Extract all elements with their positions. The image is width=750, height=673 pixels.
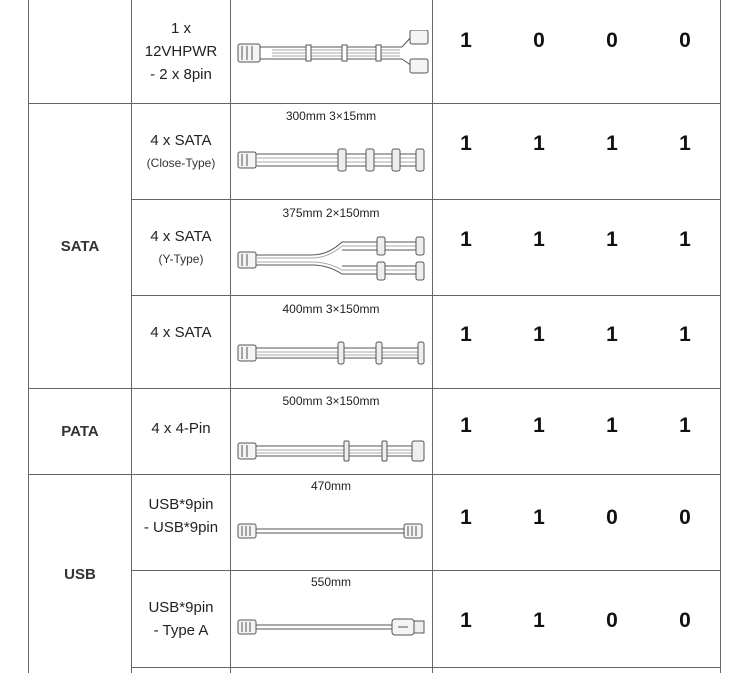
- count-value: 0: [679, 506, 691, 529]
- count-value: 1: [460, 506, 472, 529]
- usb-9pin-to-type-a-cable-icon: [232, 614, 430, 640]
- type-line: 4 x SATA: [150, 131, 212, 149]
- type-cell: [132, 296, 230, 368]
- type-line: 4 x SATA: [150, 323, 212, 341]
- count-value: 1: [606, 132, 618, 155]
- count-value: 0: [606, 609, 618, 632]
- type-line: 1 x: [170, 20, 191, 37]
- count-value: 1: [460, 609, 472, 632]
- type-cell: [132, 571, 230, 667]
- type-line: 12VHPWR: [144, 43, 218, 60]
- count-value: 1: [679, 323, 691, 346]
- count-value: 1: [606, 228, 618, 251]
- cable-length-label: 500mm 3×150mm: [282, 394, 380, 408]
- group-label-usb: USB: [64, 565, 96, 583]
- type-line: USB*9pin: [148, 496, 214, 513]
- type-line: 4 x 4-Pin: [151, 419, 211, 437]
- type-subline: (Y-Type): [158, 251, 204, 266]
- grid-line: [131, 667, 721, 668]
- count-value: 0: [533, 29, 545, 52]
- grid-line: [720, 0, 721, 673]
- cable-length-label: 400mm 3×150mm: [282, 302, 380, 316]
- grid-line: [230, 0, 231, 673]
- count-value: 1: [679, 132, 691, 155]
- pata-4pin-cable-icon: [232, 436, 430, 466]
- count-value: 1: [533, 323, 545, 346]
- group-label-sata: SATA: [60, 237, 100, 255]
- type-line: 4 x SATA: [150, 227, 212, 245]
- count-value: 1: [606, 323, 618, 346]
- sata-cable-icon: [232, 338, 430, 368]
- count-value: 1: [460, 228, 472, 251]
- count-value: 1: [533, 414, 545, 437]
- type-cell: [132, 389, 230, 467]
- count-value: 0: [606, 506, 618, 529]
- count-value: 1: [679, 414, 691, 437]
- cable-length-label: 300mm 3×15mm: [285, 109, 377, 123]
- sata-close-type-cable-icon: [232, 140, 430, 180]
- group-label-pata: PATA: [61, 423, 99, 440]
- type-line: - USB*9pin: [143, 519, 219, 536]
- cable-length-label: 550mm: [310, 575, 351, 589]
- count-value: 0: [679, 29, 691, 52]
- count-value: 1: [606, 414, 618, 437]
- count-value: 1: [533, 228, 545, 251]
- 12vhpwr-cable-icon: [232, 30, 430, 80]
- count-value: 1: [460, 29, 472, 52]
- count-value: 1: [679, 228, 691, 251]
- usb-9pin-to-9pin-cable-icon: [232, 518, 430, 544]
- count-value: 1: [533, 132, 545, 155]
- sata-y-type-cable-icon: [232, 232, 430, 286]
- grid-line: [432, 0, 433, 673]
- count-value: 1: [533, 506, 545, 529]
- type-line: - Type A: [153, 622, 209, 639]
- count-value: 1: [460, 414, 472, 437]
- type-line: USB*9pin: [148, 599, 214, 616]
- type-cell: [132, 200, 230, 295]
- count-value: 1: [460, 323, 472, 346]
- cable-length-label: 470mm: [310, 479, 351, 493]
- count-value: 1: [533, 609, 545, 632]
- cable-length-label: 375mm 2×150mm: [282, 206, 380, 220]
- type-cell: [132, 475, 230, 557]
- type-cell: [132, 0, 230, 103]
- count-value: 1: [460, 132, 472, 155]
- count-value: 0: [606, 29, 618, 52]
- type-line: - 2 x 8pin: [150, 66, 212, 83]
- type-subline: (Close-Type): [146, 155, 216, 170]
- type-cell: [132, 104, 230, 199]
- count-value: 0: [679, 609, 691, 632]
